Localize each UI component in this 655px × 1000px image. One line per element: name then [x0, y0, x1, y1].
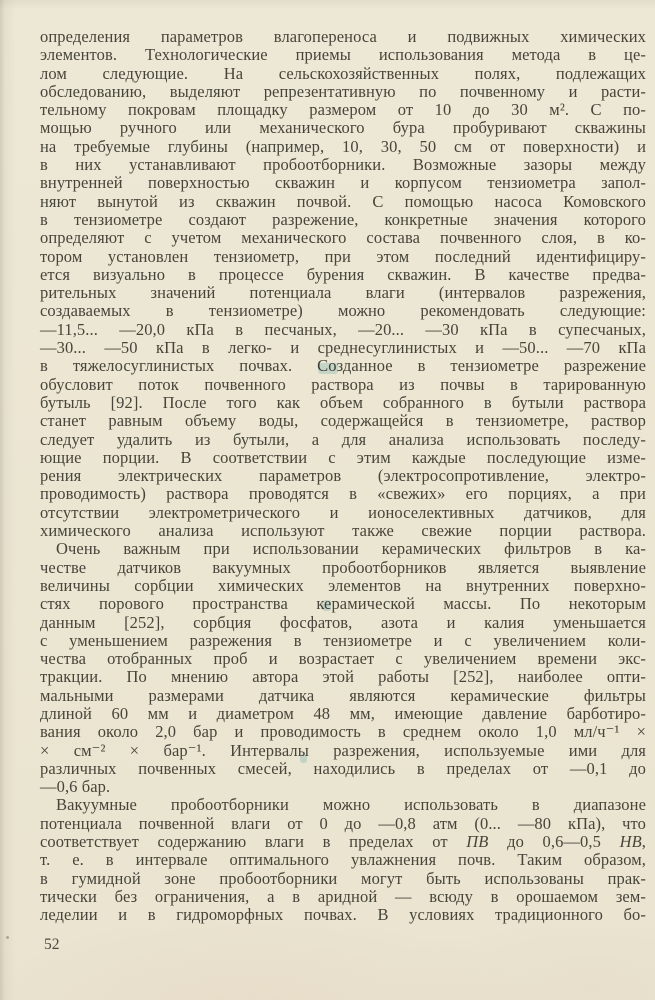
- scan-artifact-tint: [322, 600, 331, 611]
- text-line: внутренней поверхностью скважин и корпусом тензиометра запол-: [40, 173, 646, 193]
- text-line: станет равным объему воды, содержащейся в тензиометре, раствор: [40, 411, 646, 431]
- text-line: ется визуально в процессе бурения скважин. В качестве предва-: [40, 264, 646, 284]
- text-line: в них устанавливают пробоотборники. Возможные зазоры между: [40, 155, 646, 175]
- text-line: вания около 2,0 бар и проводимость в среднем около 1,0 мл/ч⁻¹ ×: [40, 722, 646, 742]
- text-line: —0,6 бар.: [40, 777, 111, 797]
- text-line: [40, 833, 646, 851]
- text-line: длиной 60 мм и диаметром 48 мм, имеющие давление барботиро-: [40, 703, 646, 723]
- text-line: —30... —50 кПа в легко- и среднесуглинистых и —50... —70 кПа: [40, 338, 646, 358]
- scan-artifact-tint: [300, 754, 307, 763]
- text-line: элементов. Технологические приемы использования метода в це-: [40, 45, 646, 65]
- text-segment: до 0,6—0,5: [488, 832, 620, 852]
- text-line: чества отобранных проб и возрастает с увеличением времени экс-: [40, 649, 646, 669]
- text-line: определяют с учетом механического состава почвенного слоя, в ко-: [40, 228, 646, 248]
- text-line: бутыль [92]. После того как объем собранного в бутыли раствора: [40, 392, 646, 412]
- text-line: честве датчиков вакуумных пробоотборников является выявление: [40, 557, 646, 577]
- text-line: стях порового пространства керамической массы. По некоторым: [40, 594, 646, 614]
- text-line: леделии и в гидроморфных почвах. В условиях традиционного бо-: [40, 905, 646, 925]
- text-segment: ,: [641, 832, 646, 852]
- text-segment: соответствует содержанию влаги в пределах от: [40, 832, 467, 852]
- scan-artifact-tint: [318, 363, 338, 374]
- text-line: определения параметров влагопереноса и подвижных химических: [40, 27, 646, 46]
- text-line: тически без ограничения, а в аридной — всюду в орошаемом зем-: [40, 886, 646, 906]
- text-line: Очень важным при использовании керамических фильтров в ка-: [56, 539, 646, 559]
- text-line: на требуемые глубины (например, 10, 30, 50 см от поверхности) и: [40, 136, 646, 156]
- text-line: данным [252], сорбция фосфатов, азота и калия уменьшается: [40, 612, 646, 632]
- text-line: различных почвенных смесей, находились в пределах от —0,1 до: [40, 758, 646, 778]
- text-line: рения электрических параметров (электросопротивление, электро-: [40, 466, 646, 486]
- text-line: потенциала почвенной влаги от 0 до —0,8 атм (0... —80 кПа), что: [40, 813, 646, 833]
- text-line: ющие порции. В соответствии с этим каждые последующие изме-: [40, 447, 646, 467]
- text-line: в тяжелосуглинистых почвах. Созданное в тензиометре разрежение: [40, 356, 646, 376]
- text-line: обследованию, выделяют репрезентативную по почвенному и расти-: [40, 81, 646, 101]
- text-line: в гумидной зоне пробоотборники могут быть использованы прак-: [40, 868, 646, 888]
- text-line: величины сорбции химических элементов на внутренних поверхно-: [40, 575, 646, 595]
- text-line: обусловит поток почвенного раствора из почвы в тарированную: [40, 374, 646, 394]
- text-line: тельному покровам площадку размером от 10 до 30 м². С по-: [40, 100, 646, 120]
- text-line: химического анализа используют также свежие порции раствора.: [40, 521, 646, 541]
- text-line: тракции. По мнению автора этой работы [252], наиболее опти-: [40, 667, 646, 687]
- text-line: с уменьшением разрежения в тензиометре и с увеличением коли-: [40, 630, 646, 650]
- scan-artifact-speck: [6, 936, 9, 939]
- text-line: няют вынутой из скважин почвой. С помощью насоса Комовского: [40, 191, 646, 211]
- italic-term: НВ: [619, 832, 642, 852]
- text-line: Вакуумные пробоотборники можно использовать в диапазоне: [56, 795, 646, 815]
- text-line: создаваемых в тензиометре) можно рекомендовать следующие:: [40, 301, 646, 321]
- text-line: —11,5... —20,0 кПа в песчаных, —20... —30 кПа в супесчаных,: [40, 319, 646, 339]
- text-line: тором установлен тензиометр, при этом последний идентифициру-: [40, 246, 646, 266]
- italic-term: ПВ: [466, 832, 489, 852]
- page-number: 52: [44, 936, 60, 953]
- text-line: отсутствии электрометрического и ионоселективных датчиков, для: [40, 502, 646, 522]
- text-line: т. е. в интервале оптимального увлажнения почв. Таким образом,: [40, 850, 646, 870]
- text-line: × см⁻² × бар⁻¹. Интервалы разрежения, используемые ими для: [40, 740, 646, 760]
- text-line: проводимость) раствора проводятся в «свежих» его порциях, а при: [40, 484, 646, 504]
- text-line: рительных значений потенциала влаги (интервалов разрежения,: [40, 283, 646, 303]
- text-line: мощью ручного или механического бура пробуривают скважины: [40, 118, 646, 138]
- text-line: в тензиометре создают разрежение, конкретные значения которого: [40, 209, 646, 229]
- page-body-text: [40, 28, 646, 925]
- text-line: мальными размерами датчика являются керамические фильтры: [40, 685, 646, 705]
- text-line: лом следующие. На сельскохозяйственных полях, подлежащих: [40, 63, 646, 83]
- text-line: следует удалить из бутыли, а для анализа использовать последу-: [40, 429, 646, 449]
